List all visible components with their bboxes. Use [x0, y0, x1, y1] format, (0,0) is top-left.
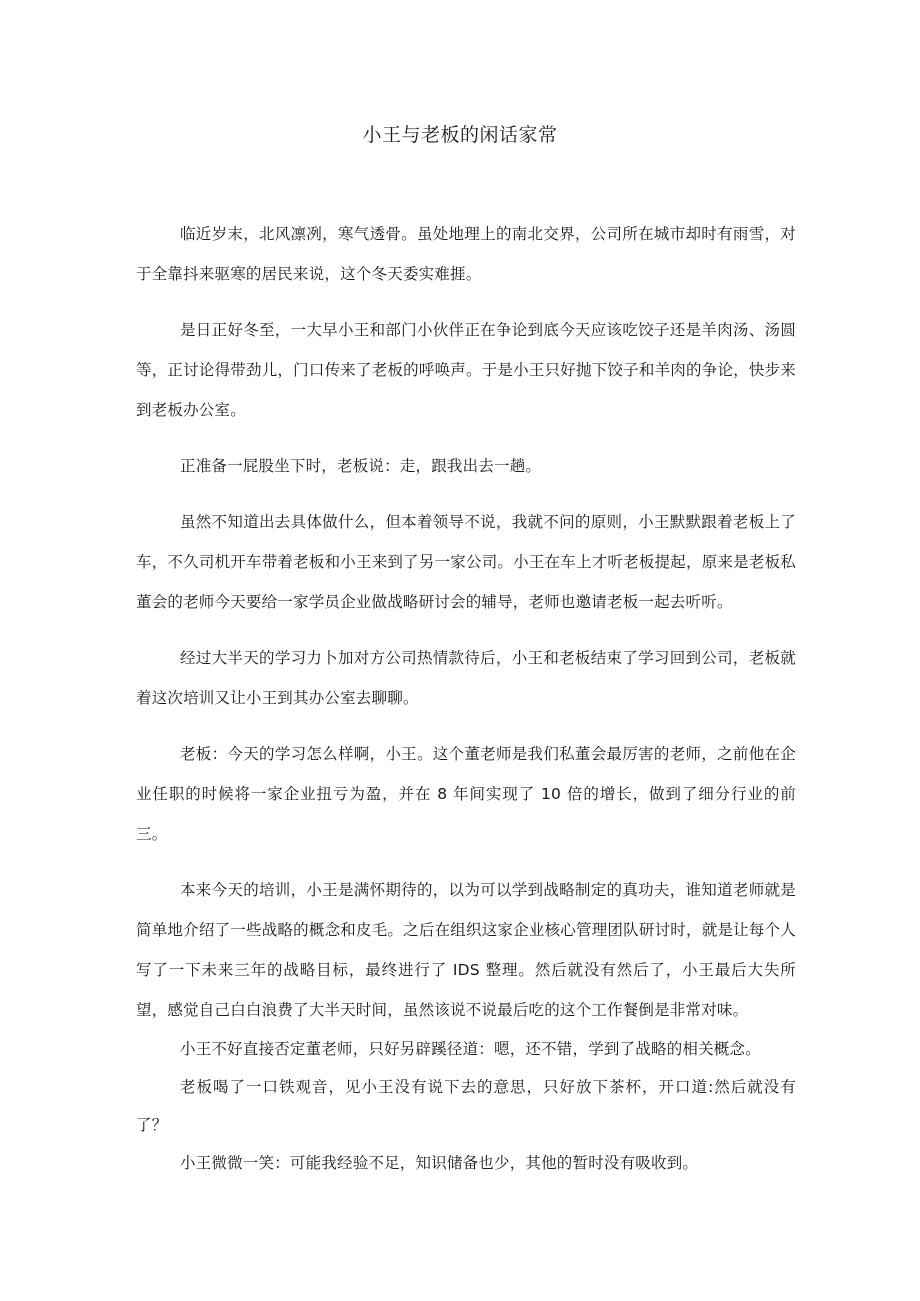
paragraph: 虽然不知道出去具体做什么，但本着领导不说，我就不问的原则，小王默默跟着老板上了车，不久司机开车带着老板和小王来到了另一家公司。小王在车上才听老板提起，原来是老板私董会的老师今天要给一家学员企业做战略研讨会的辅导，老师也邀请老板一起去听听。 [136, 513, 796, 611]
paragraph: 经过大半天的学习力卜加对方公司热情款待后，小王和老板结束了学习回到公司，老板就着这次培训又让小王到其办公室去聊聊。 [136, 649, 796, 707]
paragraph: 老板喝了一口铁观音，见小王没有说下去的意思，只好放下茶杯，开口道:然后就没有了？ [136, 1078, 796, 1134]
paragraph: 是日正好冬至，一大早小王和部门小伙伴正在争论到底今天应该吃饺子还是羊肉汤、汤圆等，正讨论得带劲儿，门口传来了老板的呼唤声。于是小王只好抛下饺子和羊肉的争论，快步来到老板办公室。 [136, 321, 796, 419]
paragraph: 小王不好直接否定董老师，只好另辟蹊径道：嗯，还不错，学到了战略的相关概念。 [180, 1040, 761, 1058]
paragraph: 本来今天的培训，小王是满怀期待的，以为可以学到战略制定的真功夫，谁知道老师就是简单地介绍了一些战略的概念和皮毛。之后在组织这家企业核心管理团队研讨时，就是让每个人写了一下未来三年的战略目标，最终进行了 IDS 整理。然后就没有然后了，小王最后大失所望，感觉自己白白浪费了大半天时间，虽然该说不说最后吃的这个工作餐倒是非常对味。 [136, 881, 796, 1019]
document-body [136, 214, 796, 1182]
paragraph: 正准备一屁股坐下时，老板说：走，跟我出去一趟。 [180, 457, 542, 475]
document-title: 小王与老板的闲话家常 [362, 124, 558, 146]
paragraph: 临近岁末，北风凛冽，寒气透骨。虽处地理上的南北交界，公司所在城市却时有雨雪，对于全靠抖来驱寒的居民来说，这个冬天委实难捱。 [136, 225, 796, 283]
paragraph: 老板：今天的学习怎么样啊，小王。这个董老师是我们私董会最厉害的老师，之前他在企业任职的时候将一家企业扭亏为盈，并在 8 年间实现了 10 倍的增长，做到了细分行业的前三。 [136, 745, 796, 843]
paragraph: 小王微微一笑：可能我经验不足，知识储备也少，其他的暂时没有吸收到。 [180, 1154, 699, 1172]
